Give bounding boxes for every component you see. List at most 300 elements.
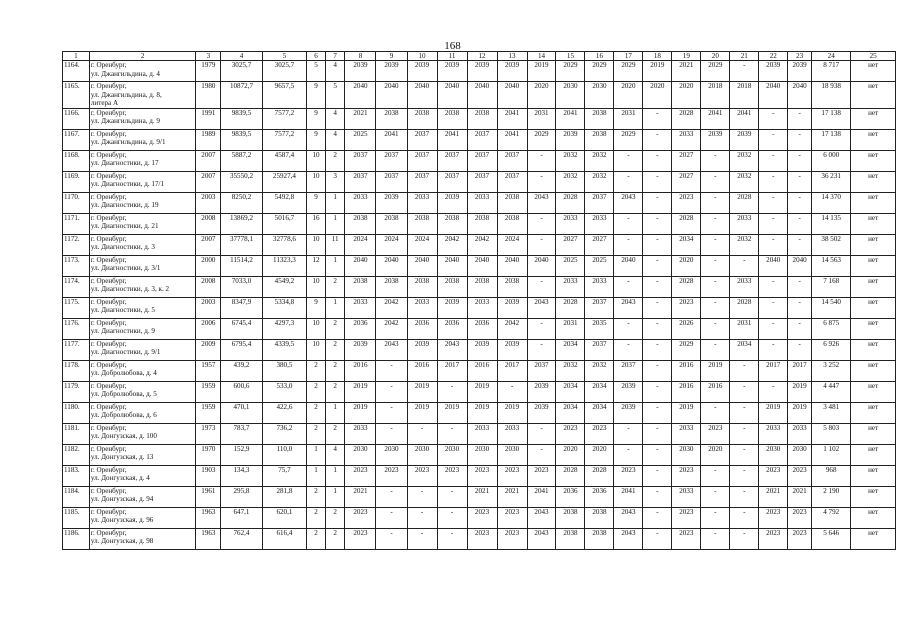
table-cell: 2037: [407, 129, 437, 150]
table-cell: -: [788, 108, 812, 129]
table-cell: 14 540: [812, 297, 851, 318]
table-cell: 2039: [527, 402, 556, 423]
table-cell: 2030: [376, 444, 407, 465]
table-cell: 422,6: [262, 402, 306, 423]
table-cell: 2017: [437, 360, 467, 381]
table-cell: -: [527, 444, 556, 465]
table-cell: 2043: [527, 528, 556, 549]
table-cell: нет: [851, 528, 896, 549]
table-cell: 2039: [497, 339, 527, 360]
table-cell: -: [376, 507, 407, 528]
table-cell: 2039: [437, 61, 467, 82]
address-cell: г. Оренбург, ул. Добролюбова, д. 6: [89, 402, 196, 423]
table-cell: 2040: [376, 255, 407, 276]
table-cell: 1: [325, 465, 345, 486]
table-cell: 2: [325, 507, 345, 528]
housing-table: [62, 51, 896, 550]
table-cell: 2035: [585, 318, 614, 339]
row-number-cell: 1186.: [63, 528, 90, 549]
table-cell: 2040: [788, 82, 812, 109]
table-cell: 2019: [467, 381, 497, 402]
table-cell: 6 875: [812, 318, 851, 339]
table-cell: 2020: [614, 82, 643, 109]
column-header: 9: [376, 52, 407, 61]
table-cell: 2033: [672, 423, 701, 444]
table-cell: нет: [851, 381, 896, 402]
table-cell: 1991: [196, 108, 221, 129]
table-cell: 2023: [437, 465, 467, 486]
table-cell: 2023: [672, 528, 701, 549]
table-cell: 2023: [672, 297, 701, 318]
table-cell: 2039: [376, 192, 407, 213]
row-number-cell: 1176.: [63, 318, 90, 339]
table-cell: 2037: [467, 129, 497, 150]
table-cell: 4: [325, 108, 345, 129]
table-cell: -: [614, 339, 643, 360]
table-cell: 2032: [730, 234, 759, 255]
table-cell: 2029: [585, 61, 614, 82]
table-cell: 5887,2: [221, 150, 262, 171]
table-cell: 4 447: [812, 381, 851, 402]
table-cell: 2040: [376, 82, 407, 109]
table-cell: 9839,5: [221, 129, 262, 150]
table-cell: 2018: [730, 82, 759, 109]
table-cell: 2024: [376, 234, 407, 255]
address-cell: г. Оренбург, ул. Диагностики, д. 17/1: [89, 171, 196, 192]
column-header: 24: [812, 52, 851, 61]
table-cell: 10: [307, 276, 326, 297]
table-cell: -: [614, 234, 643, 255]
table-cell: 1980: [196, 82, 221, 109]
row-number-cell: 1182.: [63, 444, 90, 465]
table-cell: 2028: [556, 192, 585, 213]
address-cell: г. Оренбург, ул. Джангильдина, д. 4: [89, 61, 196, 82]
table-cell: 2033: [672, 486, 701, 507]
table-cell: 2036: [345, 318, 376, 339]
table-cell: нет: [851, 507, 896, 528]
row-number-cell: 1167.: [63, 129, 90, 150]
table-cell: 2038: [437, 276, 467, 297]
table-cell: 2030: [672, 444, 701, 465]
table-cell: 2023: [467, 465, 497, 486]
table-cell: нет: [851, 129, 896, 150]
table-cell: 2019: [497, 402, 527, 423]
table-cell: 16: [307, 213, 326, 234]
table-cell: 2033: [407, 192, 437, 213]
table-cell: 5: [307, 61, 326, 82]
table-cell: -: [614, 444, 643, 465]
table-cell: 2023: [376, 465, 407, 486]
table-cell: 4 792: [812, 507, 851, 528]
table-cell: 2032: [556, 171, 585, 192]
table-cell: -: [643, 234, 672, 255]
table-cell: -: [730, 444, 759, 465]
column-header: 2: [89, 52, 196, 61]
table-cell: 2023: [788, 528, 812, 549]
table-cell: 2039: [759, 61, 788, 82]
table-cell: 2033: [467, 423, 497, 444]
table-cell: нет: [851, 423, 896, 444]
table-cell: -: [527, 171, 556, 192]
table-cell: 2039: [407, 61, 437, 82]
table-cell: 2040: [345, 82, 376, 109]
table-cell: 2029: [701, 61, 730, 82]
table-cell: 2000: [196, 255, 221, 276]
table-cell: 2041: [701, 108, 730, 129]
table-cell: 2017: [497, 360, 527, 381]
table-cell: -: [730, 486, 759, 507]
table-cell: 2019: [788, 402, 812, 423]
table-row: [63, 507, 896, 528]
table-row: [63, 255, 896, 276]
table-cell: нет: [851, 465, 896, 486]
table-cell: 2023: [407, 465, 437, 486]
table-row: [63, 129, 896, 150]
table-cell: 10: [307, 318, 326, 339]
header-row: [63, 52, 896, 61]
table-cell: 2023: [345, 507, 376, 528]
table-cell: -: [614, 171, 643, 192]
row-number-cell: 1179.: [63, 381, 90, 402]
table-cell: 12: [307, 255, 326, 276]
table-cell: -: [730, 528, 759, 549]
table-cell: 2: [325, 339, 345, 360]
table-cell: 2: [307, 402, 326, 423]
table-cell: 1: [307, 465, 326, 486]
table-cell: 2023: [614, 465, 643, 486]
table-cell: -: [788, 171, 812, 192]
table-cell: 6 926: [812, 339, 851, 360]
table-cell: 4297,3: [262, 318, 306, 339]
table-cell: -: [643, 108, 672, 129]
table-cell: -: [759, 318, 788, 339]
table-cell: 2028: [730, 192, 759, 213]
table-cell: нет: [851, 255, 896, 276]
table-cell: 7 168: [812, 276, 851, 297]
table-cell: -: [407, 528, 437, 549]
table-cell: 2019: [407, 381, 437, 402]
table-cell: 2038: [376, 276, 407, 297]
table-cell: -: [407, 423, 437, 444]
table-cell: 2006: [196, 318, 221, 339]
table-cell: 11514,2: [221, 255, 262, 276]
column-header: 8: [345, 52, 376, 61]
table-cell: 2039: [527, 381, 556, 402]
table-cell: 2029: [614, 129, 643, 150]
table-cell: 2041: [497, 108, 527, 129]
table-cell: 2017: [788, 360, 812, 381]
table-cell: нет: [851, 339, 896, 360]
table-cell: 2016: [701, 381, 730, 402]
table-cell: -: [701, 171, 730, 192]
table-cell: 2019: [788, 381, 812, 402]
table-cell: 2020: [672, 255, 701, 276]
table-cell: -: [643, 528, 672, 549]
table-cell: -: [730, 360, 759, 381]
table-cell: 2025: [345, 129, 376, 150]
column-header: 19: [672, 52, 701, 61]
table-cell: -: [759, 108, 788, 129]
table-cell: 2036: [467, 318, 497, 339]
table-row: [63, 339, 896, 360]
table-cell: -: [437, 423, 467, 444]
table-cell: -: [759, 234, 788, 255]
table-cell: 2020: [556, 444, 585, 465]
table-cell: 1: [325, 255, 345, 276]
table-cell: -: [730, 465, 759, 486]
table-cell: 2037: [497, 171, 527, 192]
table-cell: -: [643, 360, 672, 381]
table-cell: -: [527, 423, 556, 444]
table-cell: -: [730, 381, 759, 402]
table-cell: -: [788, 234, 812, 255]
address-cell: г. Оренбург, ул. Диагностики, д. 21: [89, 213, 196, 234]
table-cell: 3025,7: [221, 61, 262, 82]
table-cell: -: [701, 297, 730, 318]
table-cell: 2023: [672, 465, 701, 486]
table-cell: 2040: [759, 255, 788, 276]
table-cell: 2030: [407, 444, 437, 465]
table-cell: -: [759, 213, 788, 234]
table-cell: -: [643, 381, 672, 402]
table-cell: 2034: [556, 381, 585, 402]
table-cell: 2023: [497, 465, 527, 486]
table-cell: 2020: [527, 82, 556, 109]
table-cell: 2019: [672, 402, 701, 423]
table-cell: 2031: [614, 108, 643, 129]
table-cell: 2036: [556, 486, 585, 507]
row-number-cell: 1174.: [63, 276, 90, 297]
row-number-cell: 1164.: [63, 61, 90, 82]
table-cell: -: [759, 297, 788, 318]
table-cell: 3: [325, 171, 345, 192]
table-cell: -: [643, 297, 672, 318]
table-cell: 2043: [614, 192, 643, 213]
table-cell: -: [643, 339, 672, 360]
table-cell: 2038: [345, 276, 376, 297]
table-cell: -: [643, 255, 672, 276]
table-cell: 4: [325, 129, 345, 150]
table-cell: 2037: [345, 171, 376, 192]
column-header: 18: [643, 52, 672, 61]
table-cell: 9: [307, 82, 326, 109]
table-cell: 2016: [345, 360, 376, 381]
table-cell: нет: [851, 171, 896, 192]
table-cell: 134,3: [221, 465, 262, 486]
table-cell: -: [701, 276, 730, 297]
row-number-cell: 1173.: [63, 255, 90, 276]
table-cell: 2020: [585, 444, 614, 465]
table-cell: 5334,8: [262, 297, 306, 318]
table-cell: 2040: [407, 255, 437, 276]
table-cell: 2017: [759, 360, 788, 381]
table-cell: 2019: [345, 402, 376, 423]
table-cell: -: [614, 213, 643, 234]
column-header: 17: [614, 52, 643, 61]
table-cell: 2040: [614, 255, 643, 276]
table-cell: -: [643, 150, 672, 171]
table-cell: 2027: [585, 234, 614, 255]
table-cell: 9: [307, 108, 326, 129]
table-cell: 2034: [556, 402, 585, 423]
table-cell: 9: [307, 129, 326, 150]
table-row: [63, 150, 896, 171]
table-cell: 1959: [196, 402, 221, 423]
table-cell: 36 231: [812, 171, 851, 192]
table-cell: 2007: [196, 150, 221, 171]
column-header: 10: [407, 52, 437, 61]
table-cell: -: [527, 339, 556, 360]
table-cell: 2039: [345, 61, 376, 82]
table-cell: 968: [812, 465, 851, 486]
table-cell: 2033: [345, 423, 376, 444]
table-cell: 2041: [497, 129, 527, 150]
table-cell: -: [730, 402, 759, 423]
table-cell: 2018: [701, 82, 730, 109]
table-cell: 2037: [585, 297, 614, 318]
table-cell: 152,9: [221, 444, 262, 465]
table-cell: -: [643, 192, 672, 213]
table-cell: -: [701, 234, 730, 255]
table-cell: -: [701, 465, 730, 486]
row-number-cell: 1168.: [63, 150, 90, 171]
table-cell: 2: [325, 150, 345, 171]
table-cell: 2032: [585, 360, 614, 381]
table-cell: 600,6: [221, 381, 262, 402]
table-cell: -: [788, 297, 812, 318]
table-cell: 2019: [759, 402, 788, 423]
table-row: [63, 192, 896, 213]
table-cell: 5 646: [812, 528, 851, 549]
table-cell: 9657,5: [262, 82, 306, 109]
table-cell: -: [788, 192, 812, 213]
column-header: 5: [262, 52, 306, 61]
table-cell: 2042: [467, 234, 497, 255]
table-cell: 2021: [788, 486, 812, 507]
table-cell: -: [701, 507, 730, 528]
table-cell: 2027: [556, 234, 585, 255]
table-cell: -: [759, 381, 788, 402]
table-cell: -: [376, 360, 407, 381]
table-cell: 2039: [437, 297, 467, 318]
table-row: [63, 108, 896, 129]
table-cell: 4: [325, 444, 345, 465]
table-cell: 1989: [196, 129, 221, 150]
table-cell: нет: [851, 234, 896, 255]
table-cell: 3 252: [812, 360, 851, 381]
table-cell: -: [437, 381, 467, 402]
table-cell: 2029: [556, 61, 585, 82]
table-cell: 2037: [376, 171, 407, 192]
table-cell: -: [788, 339, 812, 360]
table-cell: 2038: [585, 507, 614, 528]
table-cell: 2039: [345, 339, 376, 360]
table-cell: 1973: [196, 423, 221, 444]
table-cell: -: [407, 486, 437, 507]
table-cell: 470,1: [221, 402, 262, 423]
table-cell: 2039: [376, 61, 407, 82]
table-cell: 2021: [759, 486, 788, 507]
row-number-cell: 1172.: [63, 234, 90, 255]
table-cell: 2034: [672, 234, 701, 255]
table-cell: 2034: [585, 402, 614, 423]
table-cell: 1903: [196, 465, 221, 486]
table-cell: 2: [307, 423, 326, 444]
table-cell: -: [527, 276, 556, 297]
table-cell: 2040: [497, 82, 527, 109]
table-cell: 10: [307, 339, 326, 360]
table-row: [63, 297, 896, 318]
table-cell: 2031: [730, 318, 759, 339]
table-cell: 11323,3: [262, 255, 306, 276]
table-cell: 1: [325, 192, 345, 213]
table-cell: 2037: [467, 150, 497, 171]
table-cell: -: [643, 171, 672, 192]
table-cell: 2039: [614, 381, 643, 402]
table-cell: -: [701, 339, 730, 360]
table-cell: 2037: [497, 150, 527, 171]
table-cell: -: [614, 423, 643, 444]
table-cell: 6795,4: [221, 339, 262, 360]
table-cell: 2021: [345, 108, 376, 129]
address-cell: г. Оренбург, ул. Диагностики, д. 3: [89, 234, 196, 255]
table-cell: -: [701, 486, 730, 507]
table-row: [63, 465, 896, 486]
table-cell: 2: [307, 381, 326, 402]
table-cell: -: [759, 171, 788, 192]
page-number: 168: [444, 40, 461, 52]
table-cell: -: [788, 318, 812, 339]
table-cell: 2028: [672, 276, 701, 297]
table-cell: 3 481: [812, 402, 851, 423]
table-cell: 2019: [407, 402, 437, 423]
table-cell: 2043: [614, 297, 643, 318]
table-cell: 7577,2: [262, 129, 306, 150]
table-cell: нет: [851, 192, 896, 213]
table-cell: 2: [307, 360, 326, 381]
table-cell: 2037: [467, 171, 497, 192]
table-cell: 2020: [701, 444, 730, 465]
table-cell: 2043: [527, 297, 556, 318]
table-cell: 2039: [788, 61, 812, 82]
table-cell: 2: [325, 381, 345, 402]
table-cell: 2037: [614, 360, 643, 381]
table-cell: -: [759, 150, 788, 171]
table-cell: 2024: [497, 234, 527, 255]
table-cell: 2032: [585, 150, 614, 171]
table-cell: 2040: [407, 82, 437, 109]
table-cell: 2021: [467, 486, 497, 507]
table-cell: -: [701, 528, 730, 549]
table-cell: -: [376, 402, 407, 423]
table-cell: 10872,7: [221, 82, 262, 109]
table-cell: нет: [851, 318, 896, 339]
table-cell: 7033,0: [221, 276, 262, 297]
table-cell: 17 138: [812, 108, 851, 129]
table-cell: 4: [325, 61, 345, 82]
table-cell: -: [730, 255, 759, 276]
table-cell: 5016,7: [262, 213, 306, 234]
table-cell: 2040: [527, 255, 556, 276]
table-cell: 439,2: [221, 360, 262, 381]
table-cell: 2032: [585, 171, 614, 192]
table-cell: 1970: [196, 444, 221, 465]
address-cell: г. Оренбург, ул. Джангильдина, д. 9/1: [89, 129, 196, 150]
table-cell: 10: [307, 234, 326, 255]
table-cell: -: [643, 402, 672, 423]
table-cell: 2038: [376, 213, 407, 234]
table-cell: 2038: [497, 192, 527, 213]
